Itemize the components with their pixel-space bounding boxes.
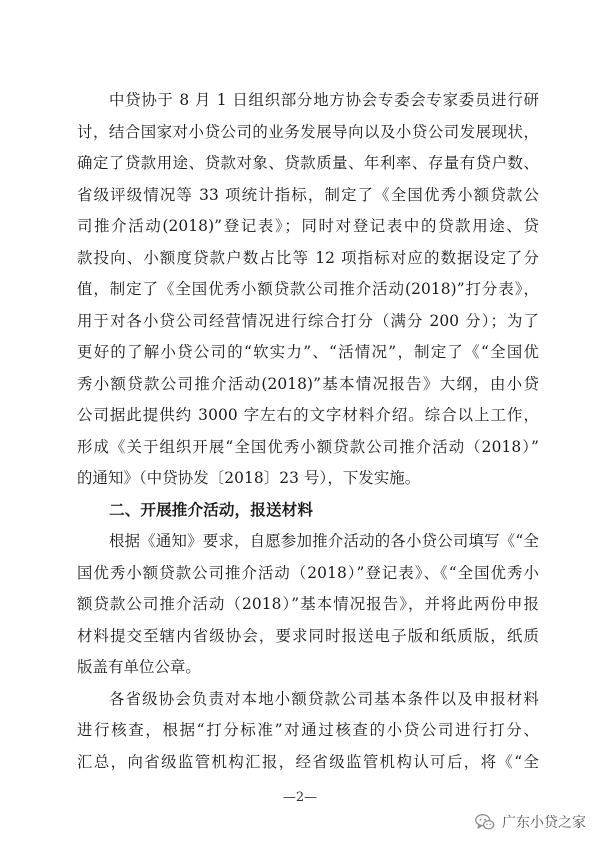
paragraph-line: 各省级协会负责对本地小额贷款公司基本条件以及申报材料 — [109, 690, 539, 708]
watermark — [474, 808, 586, 836]
paragraph-line: 司推介活动(2018)”登记表》；同时对登记表中的贷款用途、贷 — [77, 217, 539, 235]
page-number: —2— — [282, 790, 318, 805]
paragraph-line: 中贷协于 8 月 1 日组织部分地方协会专委会专家委员进行研 — [109, 91, 539, 109]
paragraph-line: 进行核查，根据“打分标准”对通过核查的小贷公司进行打分、 — [77, 721, 539, 739]
paragraph-line: 形成《关于组织开展“全国优秀小额贷款公司推介活动（2018）” — [77, 438, 539, 456]
paragraph-line: 用于对各小贷公司经营情况进行综合打分（满分 200 分）；为了 — [77, 312, 539, 330]
paragraph-line: 省级评级情况等 33 项统计指标，制定了《全国优秀小额贷款公 — [77, 186, 539, 204]
paragraph-line: 款投向、小额度贷款户数占比等 12 项指标对应的数据设定了分 — [77, 249, 539, 267]
paragraph-line: 的通知》（中贷协发〔2018〕23 号），下发实施。 — [77, 469, 421, 487]
wechat-icon — [474, 811, 496, 833]
paragraph-line: 更好的了解小贷公司的“软实力”、“活情况”，制定了《“全国优 — [77, 343, 539, 361]
paragraph-line: 汇总，向省级监管机构汇报，经省级监管机构认可后，将《“全 — [77, 753, 539, 771]
paragraph-line: 讨，结合国家对小贷公司的业务发展导向以及小贷公司发展现状， — [77, 123, 539, 141]
paragraph-line: 公司据此提供约 3000 字左右的文字材料介绍。综合以上工作， — [77, 406, 539, 424]
section-heading: 二、开展推介活动，报送材料 — [109, 501, 314, 519]
paragraph-line: 国优秀小额贷款公司推介活动（2018）”登记表》、《“全国优秀小 — [77, 564, 539, 582]
paragraph-line: 确定了贷款用途、贷款对象、贷款质量、年利率、存量有贷户数、 — [77, 154, 539, 172]
paragraph-line: 额贷款公司推介活动（2018）”基本情况报告》，并将此两份申报 — [77, 595, 539, 613]
paragraph-line: 根据《通知》要求，自愿参加推介活动的各小贷公司填写《“全 — [109, 532, 539, 550]
paragraph-line: 材料提交至辖内省级协会，要求同时报送电子版和纸质版，纸质 — [77, 627, 539, 645]
paragraph-line: 秀小额贷款公司推介活动(2018)”基本情况报告》大纲，由小贷 — [77, 375, 539, 393]
paragraph-line: 版盖有单位公章。 — [77, 658, 201, 676]
watermark-text: 广东小贷之家 — [502, 815, 586, 831]
paragraph-line: 值，制定了《全国优秀小额贷款公司推介活动(2018)”打分表》， — [77, 280, 539, 298]
